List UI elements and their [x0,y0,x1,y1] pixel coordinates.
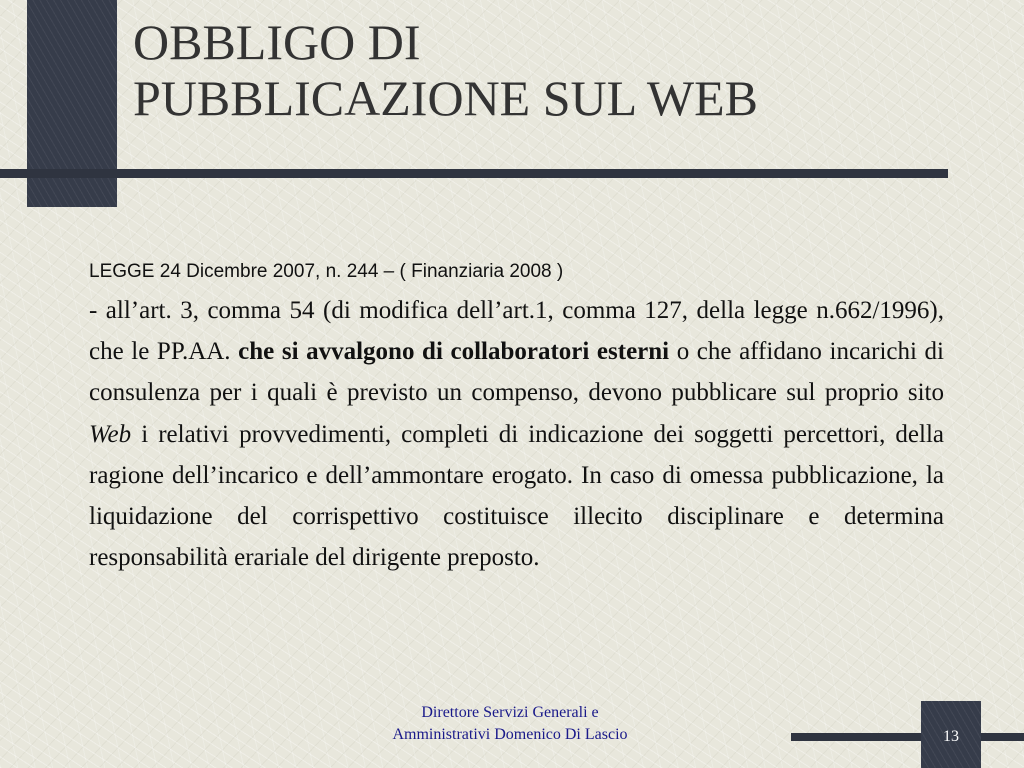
footer-line-1: Direttore Servizi Generali e [421,704,599,721]
body-paragraph [89,290,944,578]
paragraph-italic-segment: Web [89,420,132,448]
paragraph-bold-segment: che si avvalgono di collaboratori esterni [238,338,670,366]
page-number: 13 [943,728,959,745]
slide-title [133,14,993,126]
title-line-1: OBBLIGO DI [133,14,421,70]
footer-line-2: Amministrativi Domenico Di Lascio [392,726,628,743]
decorative-top-rule [0,169,948,178]
law-reference: LEGGE 24 Dicembre 2007, n. 244 – ( Finanziaria 2008 ) [89,261,564,282]
paragraph-segment-5: i relativi provvedimenti, completi di indicazione dei soggetti percettori, della ragione dell’incarico e dell’ammontare erogato. In caso di omessa pubblicazione, la liquidazione del corrispettivo costituisce illecito disciplinare e determina responsabilità erariale del dirigente preposto. [89,420,944,572]
footer-author [330,702,690,746]
title-line-2: PUBBLICAZIONE SUL WEB [133,70,758,126]
paragraph-segment-1: - all’art. 3, comma 54 (di modifica dell’art.1, comma 127, della legge n.662/1996), che le PP.AA. [89,297,944,366]
paragraph-segment-3: o che affidano incarichi di consulenza per i quali è previsto un compenso, devono pubblicare sul proprio sito [89,338,944,407]
decorative-bottom-rule [791,733,1024,741]
